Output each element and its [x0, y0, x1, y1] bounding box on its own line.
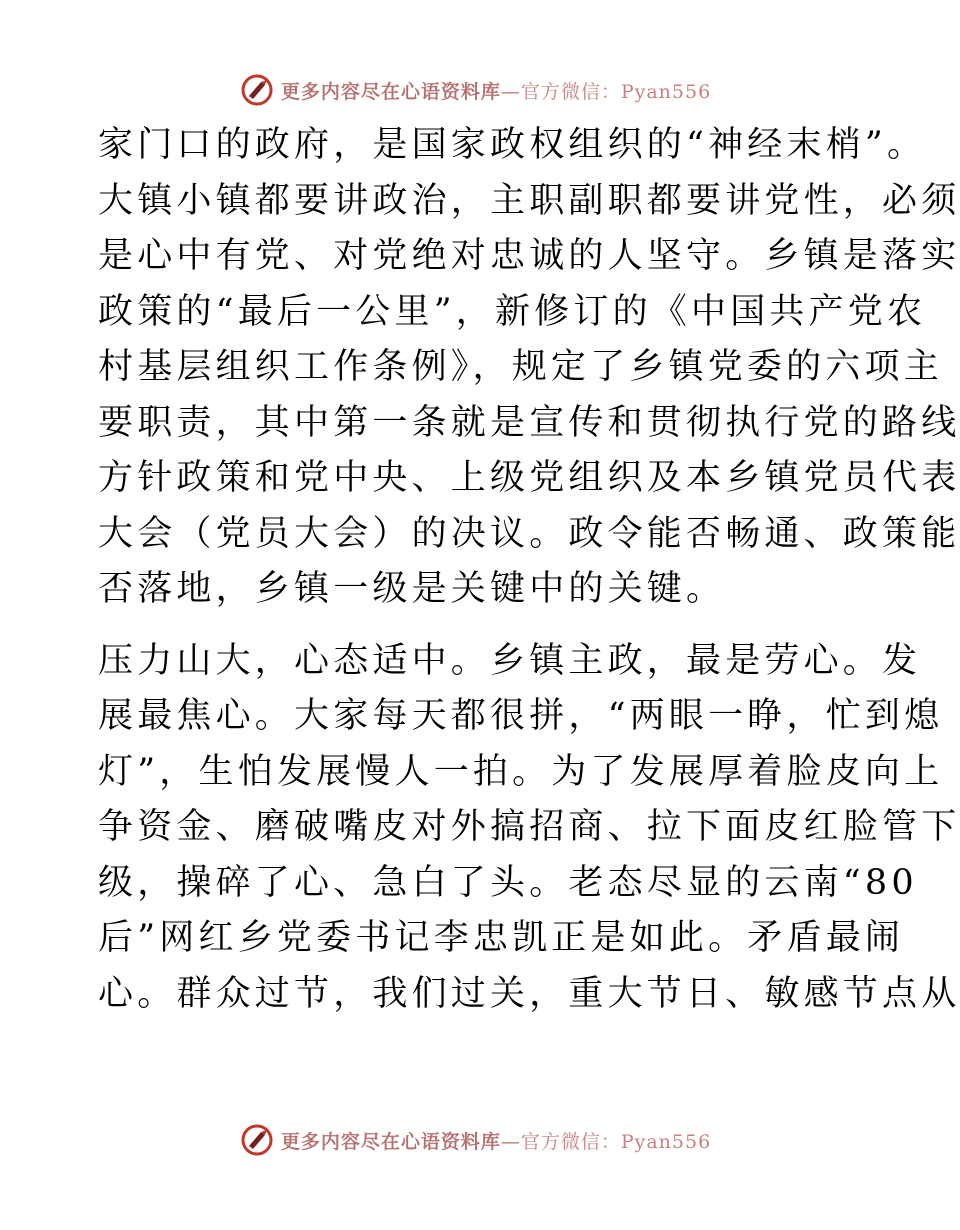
header-banner-main: 更多内容尽在心语资料库 — [280, 80, 501, 103]
paragraph-line: 是心中有党、对党绝对忠诚的人坚守。乡镇是落实 — [98, 236, 960, 276]
footer-banner-text — [281, 1127, 711, 1154]
paragraph-line: 心。群众过节，我们过关，重大节日、敏感节点从 — [98, 973, 960, 1014]
footer-banner-dash: — — [500, 1130, 521, 1153]
paragraph-line: 争资金、磨破嘴皮对外搞招商、拉下面皮红脸管下 — [98, 807, 960, 847]
paragraph-line: 展最焦心。大家每天都很拼，“两眼一睁，忙到熄 — [98, 696, 944, 736]
paragraph-line: 要职责，其中第一条就是宣传和贯彻执行党的路线 — [98, 402, 960, 443]
paragraph-line: 否落地，乡镇一级是关键中的关键。 — [98, 569, 726, 609]
paragraph-line: 级，操碎了心、急白了头。老态尽显的云南“80 — [98, 862, 918, 903]
paragraph-2 — [98, 634, 960, 1023]
header-banner — [0, 70, 950, 110]
brand-logo-icon — [239, 1122, 275, 1158]
header-banner-text — [281, 77, 711, 104]
paragraph-line: 大镇小镇都要讲政治，主职副职都要讲党性，必须 — [98, 180, 960, 221]
brand-logo-icon — [239, 72, 275, 108]
footer-banner — [0, 1120, 950, 1160]
paragraph-line: 压力山大，心态适中。乡镇主政，最是劳心。发 — [98, 640, 922, 681]
paragraph-line: 后”网红乡党委书记李忠凯正是如此。矛盾最闹 — [98, 918, 905, 958]
paragraph-line: 家门口的政府，是国家政权组织的“神经末梢”。 — [98, 125, 927, 165]
header-banner-wechat: 官方微信：Pyan556 — [520, 80, 712, 103]
footer-banner-wechat: 官方微信：Pyan556 — [520, 1130, 712, 1153]
document-body — [98, 118, 960, 1022]
paragraph-line: 政策的“最后一公里”，新修订的《中国共产党农 — [98, 291, 927, 332]
paragraph-line: 大会（党员大会）的决议。政令能否畅通、政策能 — [98, 513, 960, 554]
paragraph-line: 村基层组织工作条例》，规定了乡镇党委的六项主 — [98, 347, 943, 387]
header-banner-dash: — — [500, 80, 521, 103]
paragraph-line: 灯”，生怕发展慢人一拍。为了发展厚着脸皮向上 — [98, 751, 944, 792]
paragraph-line: 方针政策和党中央、上级党组织及本乡镇党员代表 — [98, 458, 960, 498]
paragraph-1 — [98, 118, 960, 618]
footer-banner-main: 更多内容尽在心语资料库 — [280, 1130, 501, 1153]
